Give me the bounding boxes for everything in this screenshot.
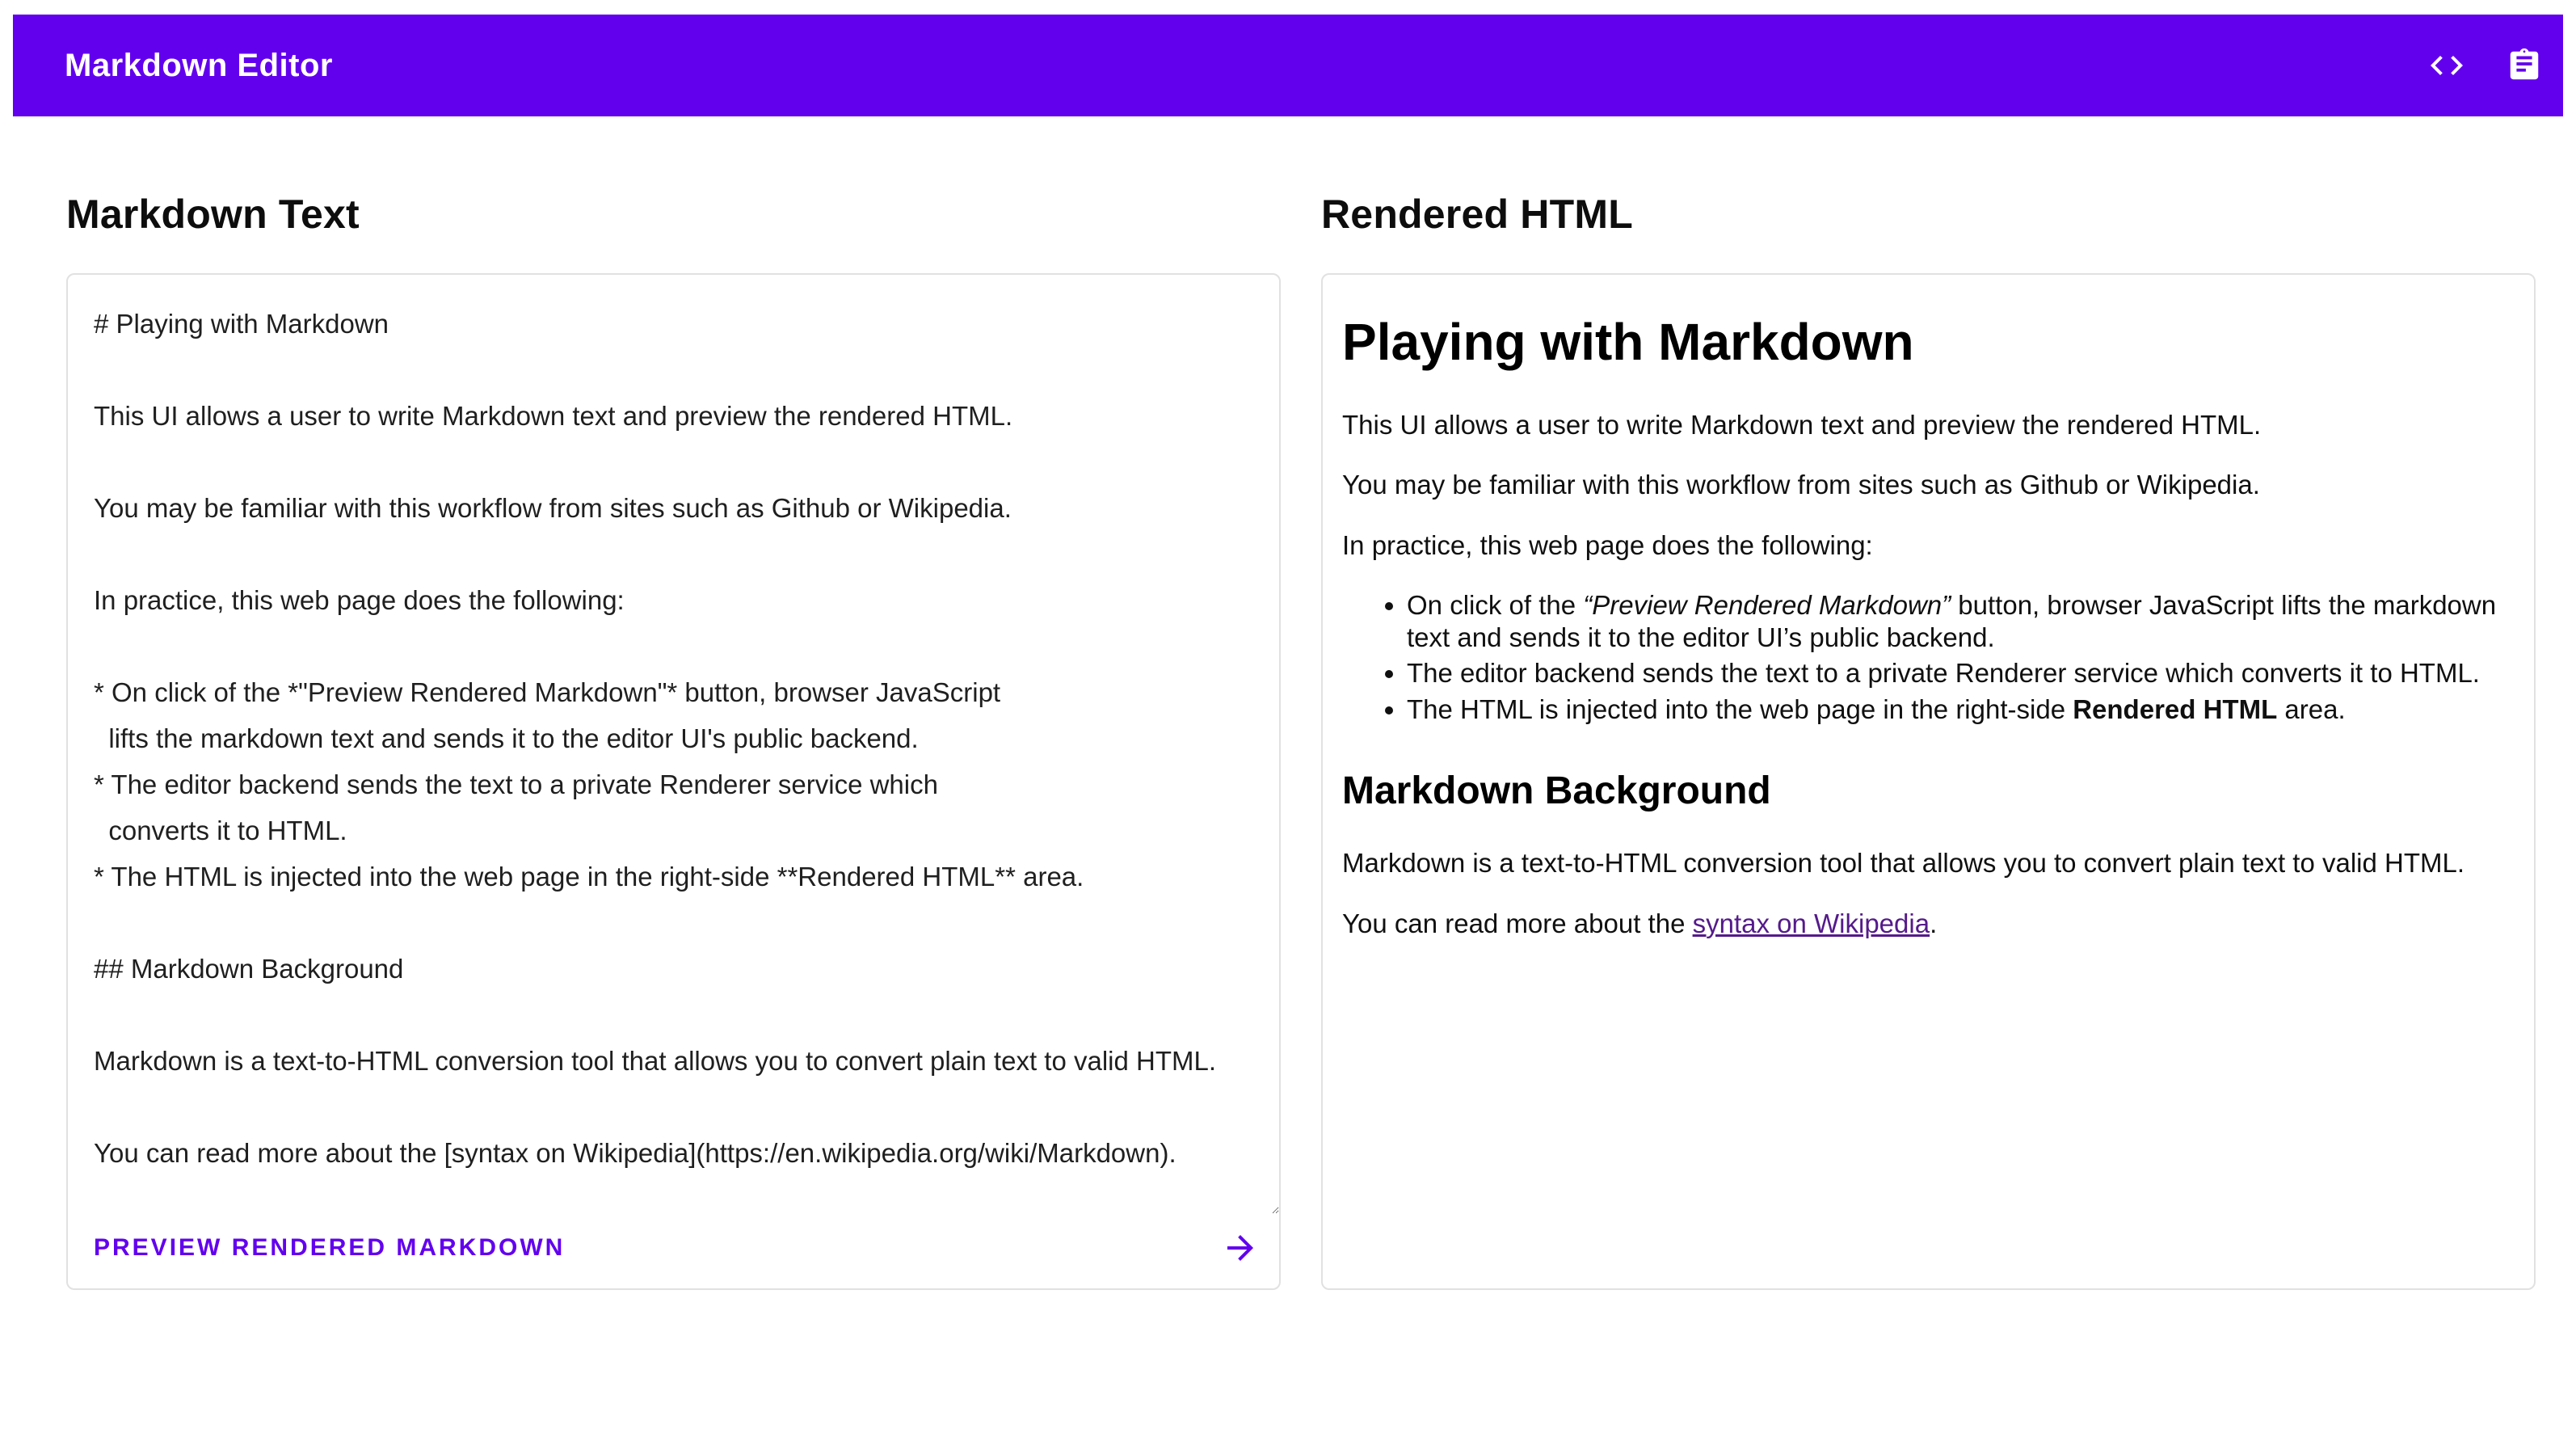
arrow-forward-icon — [1221, 1229, 1260, 1267]
link-paragraph-suffix: . — [1930, 908, 1938, 938]
rendered-list-item: • The HTML is injected into the web page in the right-side Rendered HTML area. — [1407, 693, 2515, 726]
preview-button-label: PREVIEW RENDERED MARKDOWN — [94, 1234, 566, 1261]
link-paragraph-prefix: You can read more about the — [1342, 908, 1693, 938]
main-content — [13, 191, 2563, 1290]
rendered-html-section — [1321, 191, 2536, 1290]
rendered-paragraph: This UI allows a user to write Markdown text and preview the rendered HTML. — [1342, 410, 2262, 441]
rendered-list-item: • On click of the “Preview Rendered Markdown” button, browser JavaScript lifts the markdown text and sends it to the editor UI’s public backend. — [1407, 589, 2515, 655]
rendered-paragraph — [1342, 908, 2515, 940]
rendered-html-panel — [1321, 273, 2536, 1290]
rendered-paragraph: In practice, this web page does the following: — [1342, 529, 1873, 560]
rendered-markdown — [1342, 310, 2515, 940]
editor-actions — [68, 1214, 1279, 1267]
app-title: Markdown Editor — [65, 47, 333, 83]
preview-rendered-markdown-button[interactable] — [94, 1229, 1260, 1267]
rendered-paragraph: Markdown is a text-to-HTML conversion tool that allows you to convert plain text to valid HTML. — [1342, 848, 2465, 879]
markdown-text-heading: Markdown Text — [66, 192, 360, 237]
code-icon[interactable] — [2426, 44, 2468, 86]
rendered-html-heading: Rendered HTML — [1321, 192, 1633, 237]
syntax-on-wikipedia-link[interactable]: syntax on Wikipedia — [1692, 908, 1930, 938]
rendered-list-item: • The editor backend sends the text to a private Renderer service which converts it to HTML. — [1407, 657, 2515, 689]
clipboard-icon[interactable] — [2503, 44, 2545, 86]
rendered-h1: Playing with Markdown — [1342, 313, 1914, 371]
markdown-text-section — [66, 191, 1281, 1290]
rendered-bullet-list — [1342, 589, 2515, 726]
rendered-h2: Markdown Background — [1342, 769, 1771, 812]
markdown-input[interactable] — [68, 280, 1279, 1214]
app-toolbar — [13, 15, 2563, 116]
rendered-paragraph: You may be familiar with this workflow from sites such as Github or Wikipedia. — [1342, 470, 2260, 500]
markdown-editor-card — [66, 273, 1281, 1290]
